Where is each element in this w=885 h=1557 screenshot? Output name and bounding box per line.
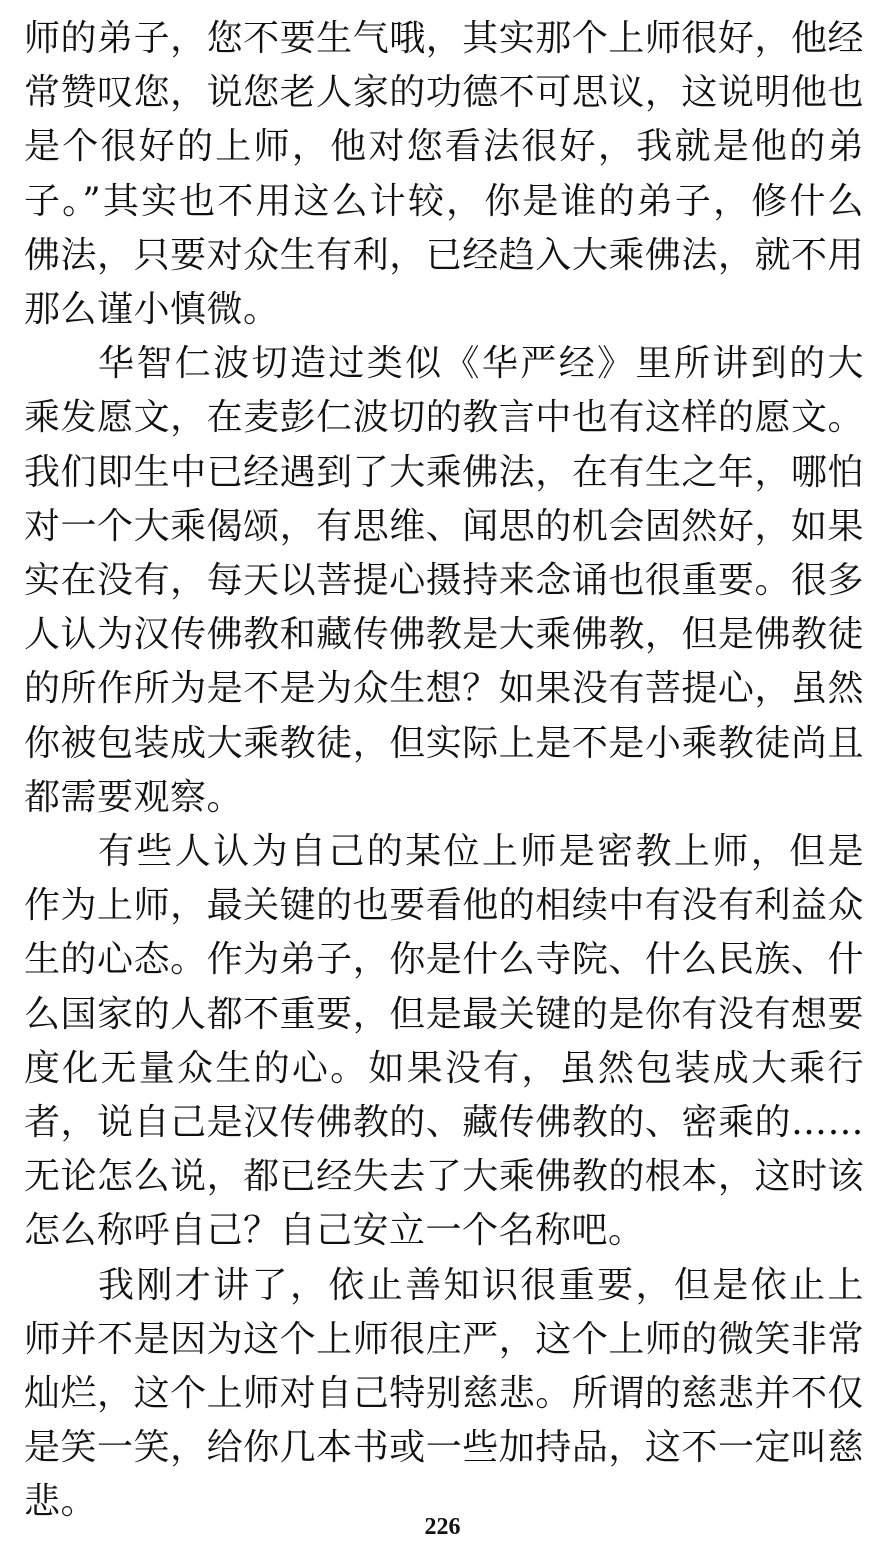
paragraph-1: 师的弟子，您不要生气哦，其实那个上师很好，他经常赞叹您，说您老人家的功德不可思议，这说明他也是个很好的上师，他对您看法很好，我就是他的弟子。”其实也不用这么计较，你是谁的弟子，修什么佛法，只要对众生有利，已经趋入大乘佛法，就不用那么谨小慎微。 — [24, 18, 864, 331]
page-number: 226 — [424, 1514, 461, 1540]
paragraph-2: 华智仁波切造过类似《华严经》里所讲到的大乘发愿文，在麦彭仁波切的教言中也有这样的愿文。我们即生中已经遇到了大乘佛法，在有生之年，哪怕对一个大乘偈颂，有思维、闻思的机会固然好，如果实在没有，每天以菩提心摄持来念诵也很重要。很多人认为汉传佛教和藏传佛教是大乘佛教，但是佛教徒的所作所为是不是为众生想？如果没有菩提心，虽然你被包装成大乘教徒，但实际上是不是小乘教徒尚且都需要观察。 — [24, 343, 864, 818]
page-body — [24, 12, 864, 1530]
paragraph-3: 有些人认为自己的某位上师是密教上师，但是作为上师，最关键的也要看他的相续中有没有利益众生的心态。作为弟子，你是什么寺院、什么民族、什么国家的人都不重要，但是最关键的是你有没有想要度化无量众生的心。如果没有，虽然包装成大乘行者，说自己是汉传佛教的、藏传佛教的、密乘的……无论怎么说，都已经失去了大乘佛教的根本，这时该怎么称呼自己？自己安立一个名称吧。 — [24, 831, 864, 1252]
paragraph-4: 我刚才讲了，依止善知识很重要，但是依止上师并不是因为这个上师很庄严，这个上师的微笑非常灿烂，这个上师对自己特别慈悲。所谓的慈悲并不仅是笑一笑，给你几本书或一些加持品，这不一定叫慈悲。 — [24, 1264, 864, 1523]
